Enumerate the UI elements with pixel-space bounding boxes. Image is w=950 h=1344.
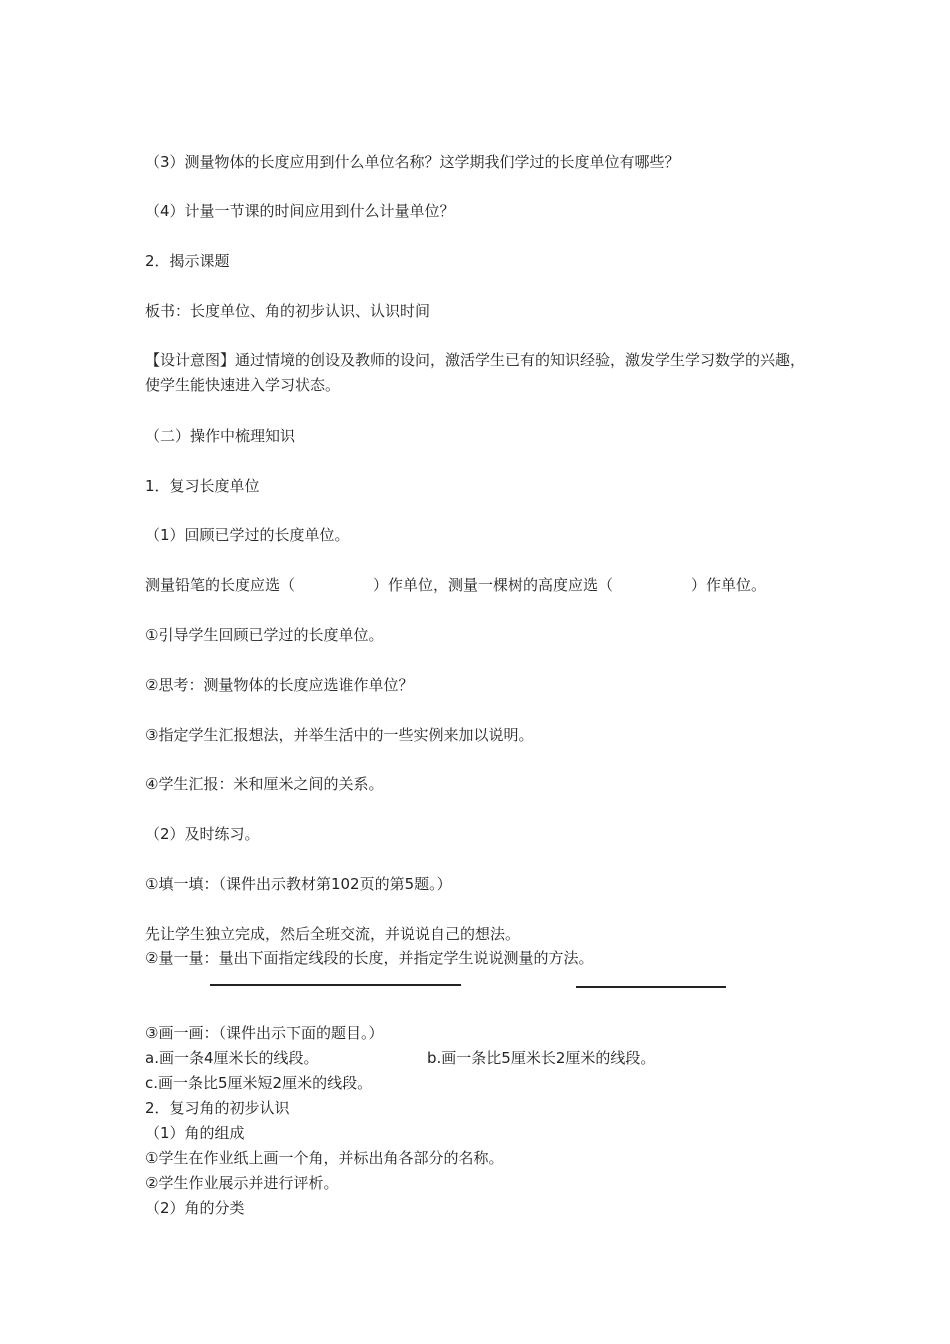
part-two-heading: （二）操作中梳理知识 bbox=[145, 427, 296, 445]
line-segment-short bbox=[576, 986, 726, 988]
review-length-units: （1）回顾已学过的长度单位。 bbox=[145, 526, 350, 544]
fill-part-3: ）作单位。 bbox=[691, 576, 767, 594]
exercise-measure: ②量一量：量出下面指定线段的长度，并指定学生说说测量的方法。 bbox=[145, 949, 594, 967]
question-3: （3）测量物体的长度应用到什么单位名称？这学期我们学过的长度单位有哪些？ bbox=[145, 153, 680, 171]
practice-heading: （2）及时练习。 bbox=[145, 825, 260, 843]
step-1: ①引导学生回顾已学过的长度单位。 bbox=[145, 626, 384, 644]
fill-part-2: ）作单位，测量一棵树的高度应选（ bbox=[373, 576, 614, 594]
step-2: ②思考：测量物体的长度应选谁作单位？ bbox=[145, 676, 414, 694]
section-angles: 2．复习角的初步认识 bbox=[145, 1099, 290, 1117]
fill-in-sentence bbox=[145, 575, 766, 595]
step-3: ③指定学生汇报想法，并举生活中的一些实例来加以说明。 bbox=[145, 726, 534, 744]
angle-composition: （1）角的组成 bbox=[145, 1124, 245, 1142]
blackboard-text: 板书：长度单位、角的初步认识、认识时间 bbox=[145, 302, 431, 320]
draw-task-a: a.画一条4厘米长的线段。 bbox=[145, 1049, 319, 1067]
draw-task-b: b.画一条比5厘米长2厘米的线段。 bbox=[427, 1049, 656, 1067]
section-reveal-topic: 2．揭示课题 bbox=[145, 252, 230, 270]
line-segment-long bbox=[210, 984, 461, 986]
angle-step-1: ①学生在作业纸上画一个角，并标出角各部分的名称。 bbox=[145, 1149, 504, 1167]
question-4: （4）计量一节课的时间应用到什么计量单位？ bbox=[145, 202, 455, 220]
exercise-fill-note: 先让学生独立完成，然后全班交流，并说说自己的想法。 bbox=[145, 925, 521, 943]
draw-task-c: c.画一条比5厘米短2厘米的线段。 bbox=[145, 1074, 373, 1092]
section-length-units: 1．复习长度单位 bbox=[145, 477, 260, 495]
step-4: ④学生汇报：米和厘米之间的关系。 bbox=[145, 775, 384, 793]
fill-part-1: 测量铅笔的长度应选（ bbox=[145, 576, 296, 594]
angle-classification: （2）角的分类 bbox=[145, 1199, 245, 1217]
angle-step-2: ②学生作业展示并进行评析。 bbox=[145, 1174, 339, 1192]
exercise-draw: ③画一画：（课件出示下面的题目。） bbox=[145, 1024, 384, 1042]
exercise-fill: ①填一填：（课件出示教材第102页的第5题。） bbox=[145, 875, 452, 893]
design-intent: 【设计意图】通过情境的创设及教师的设问，激活学生已有的知识经验，激发学生学习数学的兴趣，使学生能快速进入学习状态。 bbox=[145, 351, 806, 394]
